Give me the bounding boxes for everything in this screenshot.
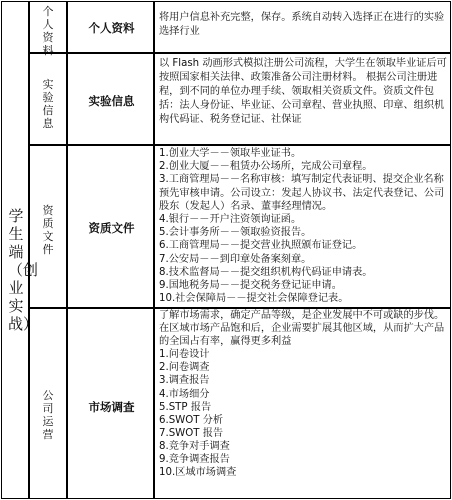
category-cell-operations [29, 308, 67, 499]
list-item: 6.SWOT 分析 [159, 414, 224, 426]
item-name-cell-market [67, 308, 154, 499]
list-item: 8.竞争对手调查 [159, 440, 230, 452]
list-item: 4.市场细分 [159, 388, 210, 400]
item-name-personal: 个人资料 [88, 21, 135, 35]
list-item: 3.调查报告 [159, 375, 210, 387]
list-item: 7.公安局－－到印章处备案刻章。 [159, 253, 312, 265]
item-name-qualification: 资质文件 [88, 221, 135, 235]
list-item: 6.工商管理局－－提交营业执照颁布证登记。 [159, 240, 363, 252]
category-cell-experiment [29, 53, 67, 145]
list-item: 9.竞争调查报告 [159, 454, 230, 466]
list-item: 4.银行－－开户注资领询证函。 [159, 214, 302, 226]
list-item: 1.问卷设计 [159, 349, 210, 361]
category-label-qualification: 资质文件 [42, 204, 54, 256]
list-item: 7.SWOT 报告 [159, 427, 224, 439]
description-cell-qualification [154, 145, 451, 308]
description-cell-market [154, 308, 451, 499]
list-item: 2.创业大厦－－租赁办公场所，完成公司章程。 [159, 161, 373, 173]
list-item: 10.区域市场调查 [159, 467, 237, 479]
list-item: 2.问卷调查 [159, 362, 210, 374]
item-name-market: 市场调查 [88, 400, 135, 414]
list-item: 1.创业大学－－领取毕业证书。 [159, 148, 302, 159]
category-label-operations: 公司运营 [42, 389, 54, 441]
item-name-experiment: 实验信息 [88, 94, 135, 108]
item-name-cell-personal [67, 1, 154, 53]
list-item: 5.STP 报告 [159, 401, 212, 413]
category-label-personal: 个人资料 [42, 5, 54, 57]
description-cell-personal [154, 1, 451, 53]
role-label: 学生端（创业实战） [8, 207, 39, 333]
list-item: 9.国地税务局－－提交税务登记证申请。 [159, 280, 342, 292]
category-cell-personal [29, 1, 67, 57]
category-label-experiment: 实验信息 [42, 78, 54, 130]
market-description [159, 309, 447, 479]
list-item: 5.会计事务所－－领取验资报告。 [159, 227, 312, 239]
item-name-cell-qualification [67, 145, 154, 308]
description-experiment: 以 Flash 动画形式模拟注册公司流程，大学生在领取毕业证后可按照国家相关法律、政策准备公司注册材料。 根据公司注册进程，到不同的单位办理手续、领取相关资质文件。资质文件包括：法人身份证、毕业证、公司章程、营业执照、印章、组织机构代码证、税务登记证、社保证 [159, 58, 447, 125]
qualification-list [159, 147, 447, 305]
list-item: 3.工商管理局－－名称审核：填写制定代表证明、提交企业名称预先审核申请。公司设立：发起人协议书、法定代表登记、公司股东（发起人）名录、董事经理情况。 [159, 174, 445, 212]
market-intro: 了解市场需求，确定产品等级，是企业发展中不可或缺的步伐。在区域市场产品饱和后，企业需要扩展其他区域，从而扩大产品的全国占有率，赢得更多利益 [159, 310, 445, 348]
item-name-cell-experiment [67, 53, 154, 145]
category-cell-qualification [29, 145, 67, 308]
list-item: 8.技术监督局－－提交组织机构代码证申请表。 [159, 266, 373, 278]
list-item: 10.社会保障局－－提交社会保障登记表。 [159, 293, 349, 305]
description-cell-experiment [154, 53, 451, 145]
description-personal: 将用户信息补充完整，保存。系统自动转入选择正在进行的实验选择行业 [159, 12, 445, 37]
role-cell [1, 1, 39, 499]
